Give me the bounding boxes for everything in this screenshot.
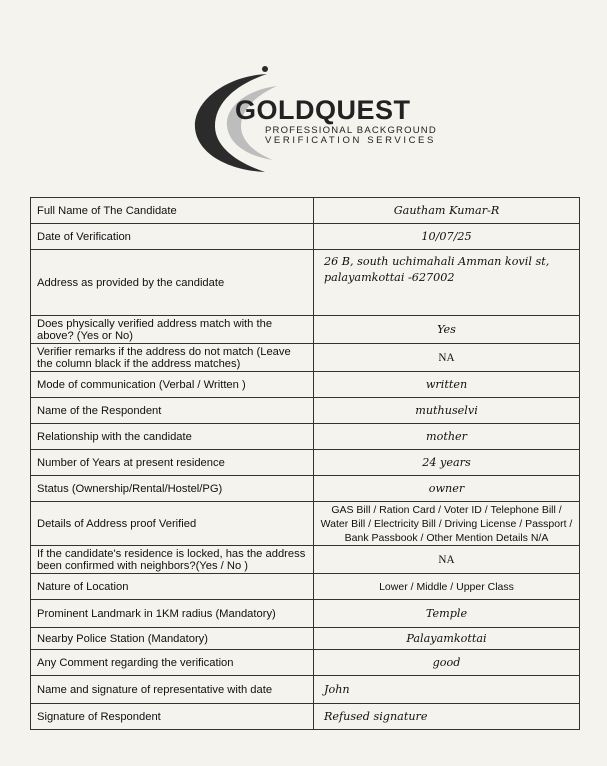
status-value: owner [314, 476, 580, 502]
tagline-2: VERIFICATION SERVICES [265, 135, 436, 146]
brand-name: GOLDQUEST [235, 95, 411, 125]
landmark-value: Temple [314, 600, 580, 628]
table-row [31, 600, 580, 628]
table-row [31, 650, 580, 676]
row-label: Any Comment regarding the verification [31, 650, 314, 676]
table-row [31, 344, 580, 372]
row-label: Nature of Location [31, 574, 314, 600]
verifier-remarks-value: NA [314, 344, 580, 372]
table-row [31, 424, 580, 450]
communication-mode-value: written [314, 372, 580, 398]
table-row [31, 316, 580, 344]
table-row [31, 628, 580, 650]
row-label: Prominent Landmark in 1KM radius (Mandatory) [31, 600, 314, 628]
table-row [31, 676, 580, 704]
nature-of-location-value: Lower / Middle / Upper Class [314, 574, 580, 600]
row-label: Full Name of The Candidate [31, 198, 314, 224]
table-row [31, 574, 580, 600]
row-label: Does physically verified address match with the above? (Yes or No) [31, 316, 314, 344]
table-row [31, 704, 580, 730]
row-label: Details of Address proof Verified [31, 502, 314, 546]
address-proof-value: GAS Bill / Ration Card / Voter ID / Telephone Bill / Water Bill / Electricity Bill / Driving License / Passport / Bank Passbook / Other Mention Details N/A [314, 502, 580, 546]
row-label: Verifier remarks if the address do not match (Leave the column black if the address matches) [31, 344, 314, 372]
table-row [31, 450, 580, 476]
comment-value: good [314, 650, 580, 676]
tagline-1: PROFESSIONAL BACKGROUND [265, 125, 437, 136]
table-row [31, 198, 580, 224]
table-row [31, 250, 580, 316]
address-value: 26 B, south uchimahali Amman kovil st, palayamkottai -627002 [314, 250, 580, 316]
row-label: Number of Years at present residence [31, 450, 314, 476]
row-label: Address as provided by the candidate [31, 250, 314, 316]
row-label: Relationship with the candidate [31, 424, 314, 450]
respondent-signature-value: Refused signature [314, 704, 580, 730]
row-label: Nearby Police Station (Mandatory) [31, 628, 314, 650]
table-row [31, 502, 580, 546]
row-label: Date of Verification [31, 224, 314, 250]
table-row [31, 398, 580, 424]
row-label: Name and signature of representative with date [31, 676, 314, 704]
candidate-name-value: Gautham Kumar-R [314, 198, 580, 224]
neighbor-confirmation-value: NA [314, 546, 580, 574]
verification-date-value: 10/07/25 [314, 224, 580, 250]
table-row [31, 546, 580, 574]
years-at-residence-value: 24 years [314, 450, 580, 476]
logo-text [235, 95, 437, 146]
row-label: Name of the Respondent [31, 398, 314, 424]
row-label: Signature of Respondent [31, 704, 314, 730]
police-station-value: Palayamkottai [314, 628, 580, 650]
relationship-value: mother [314, 424, 580, 450]
row-label: If the candidate's residence is locked, has the address been confirmed with neighbors?(Yes / No ) [31, 546, 314, 574]
row-label: Status (Ownership/Rental/Hostel/PG) [31, 476, 314, 502]
respondent-name-value: muthuselvi [314, 398, 580, 424]
representative-signature-value: John [314, 676, 580, 704]
verification-form-table [30, 197, 580, 730]
address-match-value: Yes [314, 316, 580, 344]
table-row [31, 372, 580, 398]
table-row [31, 476, 580, 502]
row-label: Mode of communication (Verbal / Written ) [31, 372, 314, 398]
table-row [31, 224, 580, 250]
